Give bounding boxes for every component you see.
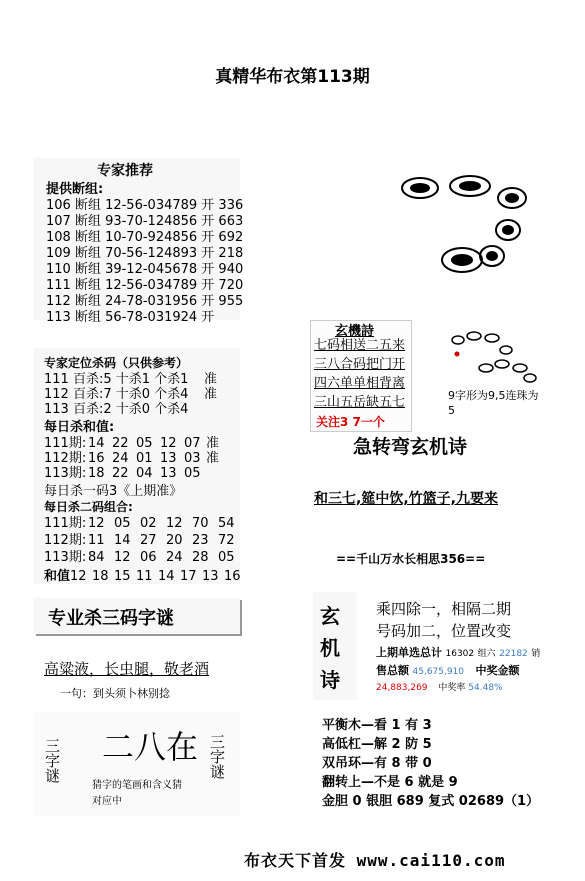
sum-row: 113期: 18 22 04 13 05 <box>44 466 201 481</box>
two-code-row: 112期: 11 14 27 20 23 72 <box>44 533 235 548</box>
jizhuan-text: 和三七,筵中饮,竹篮子,九要来 <box>314 491 498 507</box>
bead-pattern-image <box>390 160 535 290</box>
formula-line: 翻转上—不是 6 就是 9 <box>322 775 458 790</box>
hezhi-row: 和值12 18 15 11 14 17 13 16 <box>44 569 241 584</box>
riddle-hint: 一句：到头须卜林别捻 <box>60 687 170 700</box>
formula-line: 平衡木—看 1 有 3 <box>322 718 432 733</box>
xuanji2-line2: 号码加二，位置改变 <box>376 622 512 640</box>
page-title: 真精华布衣第113期 <box>215 67 370 87</box>
sales-line: 上期单选总计 16302 组六 22182 销 <box>376 646 541 659</box>
expert-row: 106 断组 12-56-034789 开 336 <box>46 198 244 213</box>
expert-subheader: 提供断组: <box>46 182 104 197</box>
vertical-char: 机 <box>320 636 340 660</box>
kill-header: 专家定位杀码（只供参考） <box>44 356 189 370</box>
formula-list <box>322 716 539 811</box>
formula-line: 金胆 0 银胆 689 复式 02689（1） <box>322 794 540 809</box>
jizhuan-title: 急转弯玄机诗 <box>353 436 468 458</box>
kill-list <box>44 372 217 417</box>
sum-row: 112期: 16 24 01 13 03 准 <box>44 451 220 466</box>
sum-row: 111期: 14 22 05 12 07 准 <box>44 436 220 451</box>
riddle-left-vertical: 三字谜 <box>43 738 61 783</box>
poem-line: 四六单单相背离 <box>314 376 406 391</box>
two-code-header: 每日杀二码组合: <box>44 500 133 514</box>
poem-line: 七码相送二五来 <box>314 338 406 353</box>
expert-row: 107 断组 93-70-124856 开 663 <box>46 214 244 229</box>
poem-line: 三八合码把门开 <box>314 357 406 372</box>
banner: ==千山万水长相思356== <box>336 552 486 566</box>
expert-row: 109 断组 70-56-124893 开 218 <box>46 246 244 261</box>
expert-list <box>46 198 243 326</box>
formula-line: 高低杠—解 2 防 5 <box>322 737 432 752</box>
xuanji-poem-header: 玄機詩 <box>335 324 375 339</box>
total-line: 售总额 45,675,910 中奖金额 <box>376 664 520 677</box>
kill-row: 113 百杀:2 十杀0 个杀4 <box>44 402 189 417</box>
two-code-row: 113期: 84 12 06 24 28 05 <box>44 550 235 565</box>
sum-list <box>44 436 219 481</box>
expert-row: 108 断组 10-70-924856 开 692 <box>46 230 244 245</box>
vertical-char: 玄 <box>320 604 340 628</box>
two-code-list <box>44 516 241 584</box>
riddle-note1: 猜字的笔画和含义猜 <box>92 780 182 791</box>
xuanji2-vertical <box>320 600 340 696</box>
expert-header: 专家推荐 <box>97 163 153 179</box>
kill-row: 111 百杀:5 十杀1 个杀1 准 <box>44 372 218 387</box>
kill-row: 112 百杀:7 十杀0 个杀4 准 <box>44 387 218 402</box>
small-bead-image <box>446 328 538 386</box>
footer-text: 布衣天下首发 www.cai110.com <box>244 851 506 870</box>
xuanji2-line1: 乘四除一，相隔二期 <box>376 600 512 618</box>
sum-header: 每日杀和值: <box>44 420 115 435</box>
vertical-char: 诗 <box>320 668 340 692</box>
xuanji-poem-lines <box>314 336 405 412</box>
prize-line: 24,883,269 中奖率 54.48% <box>376 683 503 693</box>
expert-row: 113 断组 56-78-031924 开 <box>46 310 215 325</box>
poem-line: 三山五岳缺五七 <box>314 395 406 410</box>
riddle-main: 二八在 <box>102 728 199 766</box>
expert-row: 112 断组 24-78-031956 开 955 <box>46 294 244 309</box>
riddle-right-vertical: 三字谜 <box>208 734 226 779</box>
riddle-note2: 对应中 <box>92 796 122 807</box>
riddle-title: 专业杀三码字谜 <box>48 608 174 629</box>
xuanji-focus: 关注3 7一个 <box>316 415 385 429</box>
formula-line: 双吊环—有 8 带 0 <box>322 756 432 771</box>
pattern-note: 9字形为9,5连珠为5 <box>448 389 539 417</box>
expert-row: 111 断组 12-56-034789 开 720 <box>46 278 244 293</box>
one-code-line: 每日杀一码3《上期准》 <box>44 484 183 499</box>
riddle-clue: 高粱液，长虫腿，敬老酒 <box>44 660 210 678</box>
expert-row: 110 断组 39-12-045678 开 940 <box>46 262 244 277</box>
two-code-row: 111期: 12 05 02 12 70 54 <box>44 516 235 531</box>
